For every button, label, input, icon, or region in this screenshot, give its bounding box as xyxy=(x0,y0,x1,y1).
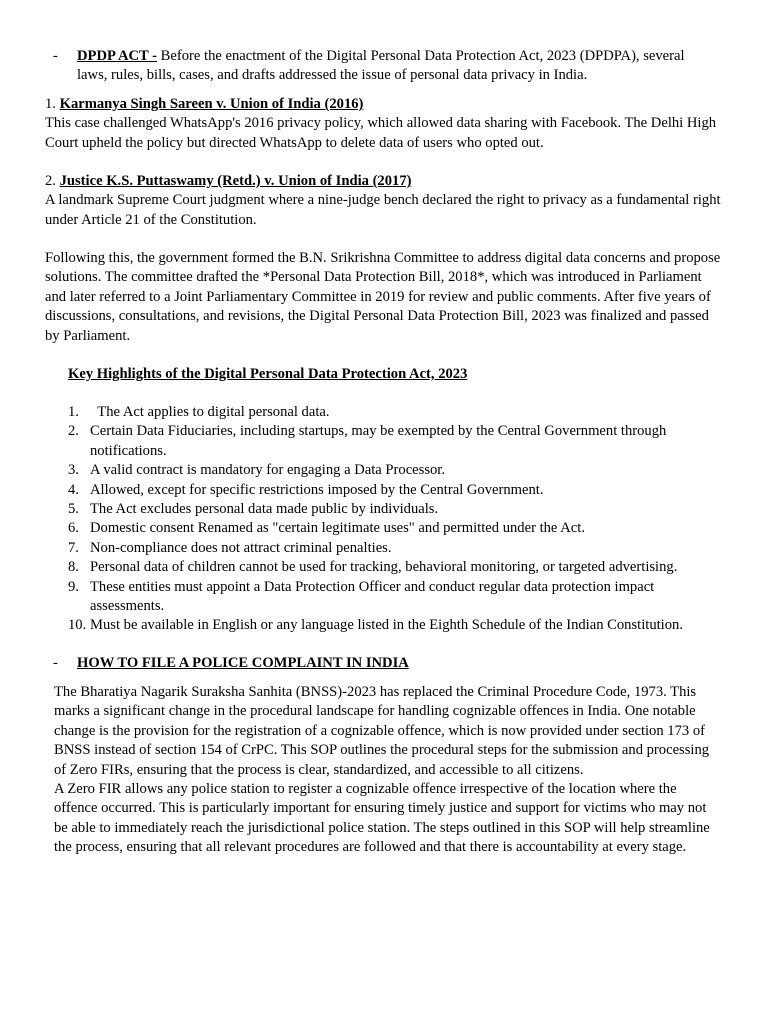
list-number: 6. xyxy=(68,520,79,537)
dpdp-bullet-item xyxy=(53,47,713,86)
list-text: A valid contract is mandatory for engaging a Data Processor. xyxy=(90,462,446,479)
list-number: 1. xyxy=(68,404,79,420)
case-2-heading xyxy=(45,172,725,191)
list-item xyxy=(68,422,718,461)
dpdp-paragraph xyxy=(77,47,713,86)
list-text: Non-compliance does not attract criminal penalties. xyxy=(90,539,392,556)
list-item xyxy=(68,558,718,577)
police-body xyxy=(54,683,720,858)
police-paragraph-1: The Bharatiya Nagarik Suraksha Sanhita (BNSS)-2023 has replaced the Criminal Procedure Code, 1973. This marks a significant change in the procedural landscape for handling cognizable offences in India. One notable change is the provision for the registration of a cognizable offence, which is now provided under section 173 of BNSS instead of section 154 of CrPC. This SOP outlines the procedural steps for the submission and processing of Zero FIRs, ensuring that the process is clear, standardized, and accessible to all citizens. xyxy=(54,684,710,778)
police-bullet-item xyxy=(53,654,713,673)
list-item xyxy=(68,500,718,519)
list-number: 4. xyxy=(68,481,79,498)
case-2 xyxy=(45,172,725,230)
case-1 xyxy=(45,95,725,153)
list-item xyxy=(68,461,718,480)
list-item xyxy=(68,578,718,617)
list-number: 10. xyxy=(68,617,87,634)
list-text: Personal data of children cannot be used for tracking, behavioral monitoring, or targeted advertising. xyxy=(90,559,678,576)
list-item xyxy=(68,519,718,538)
case-1-heading xyxy=(45,95,725,114)
list-text: Domestic consent Renamed as "certain legitimate uses" and permitted under the Act. xyxy=(90,520,585,537)
highlights-heading-block xyxy=(68,365,728,384)
list-item xyxy=(68,539,718,558)
list-text: These entities must appoint a Data Protection Officer and conduct regular data protection impact assessments. xyxy=(90,578,655,615)
highlights-heading: Key Highlights of the Digital Personal Data Protection Act, 2023 xyxy=(68,366,468,382)
list-number: 3. xyxy=(68,462,79,479)
case-2-title: Justice K.S. Puttaswamy (Retd.) v. Union of India (2017) xyxy=(59,173,412,189)
following-paragraph: Following this, the government formed the B.N. Srikrishna Committee to address digital data concerns and propose solutions. The committee drafted the *Personal Data Protection Bill, 2018*, which was introduced in Parliament and later referred to a Joint Parliamentary Committee in 2019 for review and public comments. After five years of discussions, consultations, and revisions, the Digital Personal Data Protection Bill, 2023 was finalized and passed by Parliament. xyxy=(45,250,721,344)
case-1-number: 1. xyxy=(45,96,60,112)
list-number: 2. xyxy=(68,423,79,440)
dpdp-label: DPDP ACT - xyxy=(77,48,158,64)
list-text: The Act applies to digital personal data. xyxy=(90,404,330,420)
police-heading: HOW TO FILE A POLICE COMPLAINT IN INDIA xyxy=(77,655,409,671)
bullet-dash: - xyxy=(53,48,58,64)
list-number: 7. xyxy=(68,539,79,556)
list-text: Certain Data Fiduciaries, including startups, may be exempted by the Central Government through notifications. xyxy=(90,423,667,459)
list-number: 9. xyxy=(68,578,79,595)
case-2-number: 2. xyxy=(45,173,60,189)
list-item xyxy=(68,481,718,500)
case-1-title: Karmanya Singh Sareen v. Union of India (2016) xyxy=(59,96,364,112)
list-item xyxy=(68,403,718,422)
case-2-body: A landmark Supreme Court judgment where a nine-judge bench declared the right to privacy as a fundamental right under Article 21 of the Constitution. xyxy=(45,192,721,228)
bullet-dash: - xyxy=(53,655,58,671)
following-block xyxy=(45,249,725,346)
list-item xyxy=(68,616,718,635)
list-text: Must be available in English or any language listed in the Eighth Schedule of the Indian Constitution. xyxy=(90,617,683,634)
list-text: The Act excludes personal data made public by individuals. xyxy=(90,501,439,518)
highlights-list-block xyxy=(68,403,718,636)
list-number: 5. xyxy=(68,501,79,518)
case-1-body: This case challenged WhatsApp's 2016 privacy policy, which allowed data sharing with Facebook. The Delhi High Court upheld the policy but directed WhatsApp to delete data of users who opted out. xyxy=(45,115,717,151)
police-paragraph-2: A Zero FIR allows any police station to register a cognizable offence irrespective of the location where the offence occurred. This is particularly important for ensuring timely justice and support for victims who may not be able to immediately reach the jurisdictional police station. The steps outlined in this SOP will help streamline the process, ensuring that all relevant procedures are followed and that there is accountability at every stage. xyxy=(54,781,710,856)
dpdp-text: Before the enactment of the Digital Personal Data Protection Act, 2023 (DPDPA), several laws, rules, bills, cases, and drafts addressed the issue of personal data privacy in India. xyxy=(77,48,685,84)
highlights-list xyxy=(68,403,718,636)
list-number: 8. xyxy=(68,559,79,576)
list-text: Allowed, except for specific restrictions imposed by the Central Government. xyxy=(90,481,544,498)
